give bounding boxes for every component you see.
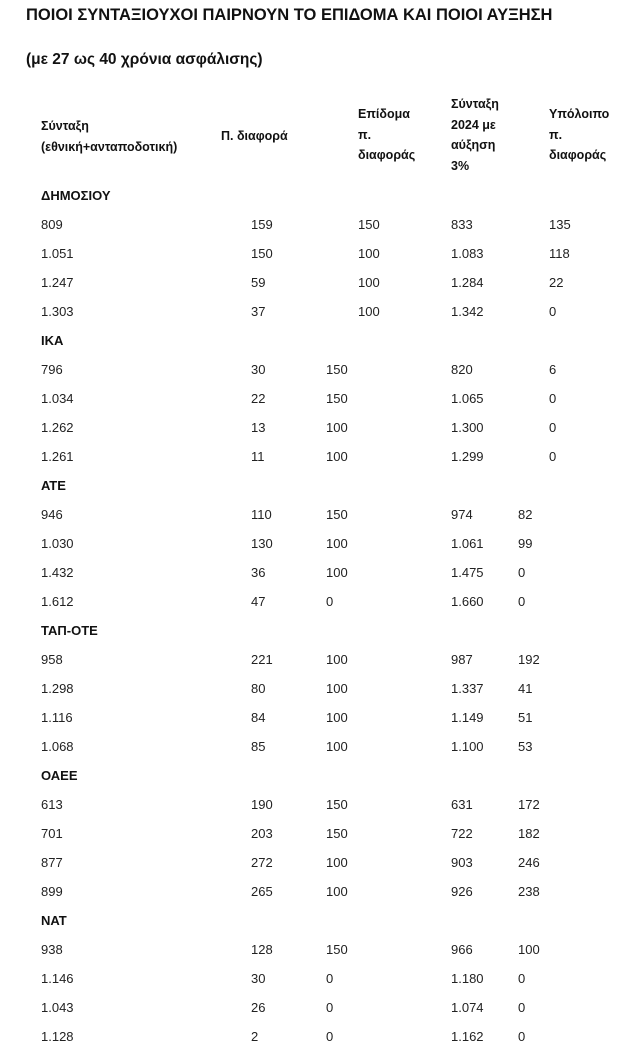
header-pension-line: Σύνταξη xyxy=(41,119,89,133)
table-cell-pension2024: 1.149 xyxy=(451,710,484,725)
table-cell-pension2024: 987 xyxy=(451,652,473,667)
table-cell-pension2024: 1.284 xyxy=(451,275,484,290)
table-cell-pension: 1.247 xyxy=(41,275,74,290)
table-cell-remaining: 100 xyxy=(518,942,540,957)
header-remaining-line: Υπόλοιπο xyxy=(549,107,610,121)
table-cell-pension: 701 xyxy=(41,826,63,841)
header-benefit-line: π. xyxy=(358,127,372,142)
table-cell-pension2024: 1.342 xyxy=(451,304,484,319)
section-label: ΝΑΤ xyxy=(41,913,67,928)
table-cell-benefit: 100 xyxy=(326,855,348,870)
table-cell-pension: 809 xyxy=(41,217,63,232)
table-cell-benefit: 0 xyxy=(326,1029,334,1044)
table-cell-benefit: 150 xyxy=(326,362,348,377)
table-cell-diff: 272 xyxy=(251,855,273,870)
table-cell-remaining: 246 xyxy=(518,855,540,870)
table-cell-pension: 1.030 xyxy=(41,536,74,551)
table-cell-pension2024: 1.337 xyxy=(451,681,484,696)
table-cell-pension2024: 974 xyxy=(451,507,473,522)
table-cell-remaining: 51 xyxy=(518,710,533,725)
table-cell-pension2024: 1.061 xyxy=(451,536,484,551)
table-cell-pension: 1.432 xyxy=(41,565,74,580)
table-cell-benefit: 100 xyxy=(358,275,380,290)
table-cell-diff: 128 xyxy=(251,942,273,957)
table-cell-remaining: 172 xyxy=(518,797,540,812)
table-cell-pension: 1.261 xyxy=(41,449,74,464)
table-cell-remaining: 0 xyxy=(518,1000,526,1015)
table-cell-pension: 877 xyxy=(41,855,63,870)
table-cell-pension2024: 966 xyxy=(451,942,473,957)
table-cell-benefit: 100 xyxy=(326,652,348,667)
table-cell-benefit: 100 xyxy=(326,420,348,435)
section-label: ΟΑΕΕ xyxy=(41,768,78,783)
article-title: ΠΟΙΟΙ ΣΥΝΤΑΞΙΟΥΧΟΙ ΠΑΙΡΝΟΥΝ ΤΟ ΕΠΙΔΟΜΑ ΚΑΙ ΠΟΙΟΙ ΑΥΞΗΣΗ xyxy=(26,6,553,24)
table-cell-pension: 1.303 xyxy=(41,304,74,319)
table-cell-diff: 11 xyxy=(251,449,265,464)
header-pension-2024-line: 2024 με xyxy=(451,117,496,132)
table-cell-diff: 59 xyxy=(251,275,266,290)
table-cell-pension: 938 xyxy=(41,942,63,957)
table-cell-pension: 1.612 xyxy=(41,594,74,609)
table-cell-benefit: 150 xyxy=(358,217,380,232)
table-cell-remaining: 0 xyxy=(549,391,557,406)
table-cell-pension2024: 820 xyxy=(451,362,473,377)
header-pension-2024-line: 3% xyxy=(451,158,470,173)
table-cell-pension2024: 631 xyxy=(451,797,473,812)
table-cell-diff: 150 xyxy=(251,246,273,261)
table-cell-pension2024: 1.162 xyxy=(451,1029,484,1044)
table-cell-remaining: 82 xyxy=(518,507,533,522)
header-remaining-line: π. xyxy=(549,127,563,142)
table-cell-diff: 13 xyxy=(251,420,266,435)
table-cell-remaining: 6 xyxy=(549,362,557,377)
table-cell-pension: 1.043 xyxy=(41,1000,74,1015)
table-cell-diff: 84 xyxy=(251,710,266,725)
table-cell-pension2024: 1.074 xyxy=(451,1000,484,1015)
table-cell-diff: 110 xyxy=(251,507,272,522)
header-benefit-line: Επίδομα xyxy=(358,107,410,121)
table-cell-remaining: 0 xyxy=(518,1029,526,1044)
table-cell-remaining: 0 xyxy=(518,565,526,580)
table-cell-remaining: 41 xyxy=(518,681,533,696)
table-cell-benefit: 100 xyxy=(326,710,348,725)
table-cell-remaining: 238 xyxy=(518,884,540,899)
table-cell-pension2024: 1.180 xyxy=(451,971,484,986)
table-cell-diff: 221 xyxy=(251,652,273,667)
table-cell-pension: 1.116 xyxy=(41,710,73,725)
header-pension-2024-line: Σύνταξη xyxy=(451,97,499,111)
table-cell-diff: 130 xyxy=(251,536,273,551)
table-cell-benefit: 150 xyxy=(326,507,348,522)
table-cell-benefit: 100 xyxy=(358,246,380,261)
table-cell-pension: 1.146 xyxy=(41,971,74,986)
table-cell-diff: 36 xyxy=(251,565,266,580)
table-cell-benefit: 150 xyxy=(326,797,348,812)
table-cell-diff: 37 xyxy=(251,304,266,319)
table-cell-pension2024: 1.475 xyxy=(451,565,484,580)
table-cell-remaining: 118 xyxy=(549,246,570,261)
table-cell-remaining: 0 xyxy=(549,420,557,435)
table-cell-benefit: 100 xyxy=(326,681,348,696)
table-cell-pension: 1.034 xyxy=(41,391,74,406)
table-cell-pension: 958 xyxy=(41,652,63,667)
table-cell-benefit: 0 xyxy=(326,594,334,609)
table-cell-remaining: 22 xyxy=(549,275,564,290)
table-cell-pension2024: 1.660 xyxy=(451,594,484,609)
table-cell-remaining: 99 xyxy=(518,536,533,551)
table-cell-diff: 30 xyxy=(251,362,266,377)
table-cell-benefit: 0 xyxy=(326,1000,334,1015)
table-cell-remaining: 0 xyxy=(549,449,557,464)
table-cell-pension: 613 xyxy=(41,797,63,812)
table-cell-pension2024: 926 xyxy=(451,884,473,899)
table-cell-pension: 946 xyxy=(41,507,63,522)
table-cell-pension: 1.298 xyxy=(41,681,74,696)
table-cell-pension2024: 1.083 xyxy=(451,246,484,261)
table-cell-pension2024: 1.100 xyxy=(451,739,484,754)
table-cell-benefit: 100 xyxy=(358,304,380,319)
table-cell-benefit: 150 xyxy=(326,826,348,841)
table-cell-pension2024: 833 xyxy=(451,217,473,232)
table-cell-remaining: 0 xyxy=(518,971,526,986)
table-cell-pension2024: 903 xyxy=(451,855,473,870)
table-cell-diff: 85 xyxy=(251,739,266,754)
table-cell-pension2024: 722 xyxy=(451,826,473,841)
table-cell-pension2024: 1.299 xyxy=(451,449,484,464)
table-cell-pension: 796 xyxy=(41,362,63,377)
table-cell-remaining: 192 xyxy=(518,652,540,667)
header-diff-line: Π. διαφορά xyxy=(221,129,288,143)
table-cell-remaining: 0 xyxy=(518,594,526,609)
table-cell-diff: 22 xyxy=(251,391,266,406)
table-cell-benefit: 100 xyxy=(326,449,348,464)
table-cell-diff: 265 xyxy=(251,884,273,899)
table-cell-diff: 80 xyxy=(251,681,266,696)
table-cell-diff: 2 xyxy=(251,1029,259,1044)
table-cell-pension2024: 1.065 xyxy=(451,391,484,406)
table-cell-benefit: 100 xyxy=(326,884,348,899)
header-benefit-line: διαφοράς xyxy=(358,148,416,162)
table-cell-pension: 1.128 xyxy=(41,1029,74,1044)
table-cell-benefit: 100 xyxy=(326,536,348,551)
table-cell-diff: 159 xyxy=(251,217,273,232)
section-label: ΙΚΑ xyxy=(41,333,64,348)
table-cell-benefit: 0 xyxy=(326,971,334,986)
table-cell-remaining: 135 xyxy=(549,217,571,232)
table-cell-pension: 1.068 xyxy=(41,739,74,754)
section-label: ΔΗΜΟΣΙΟΥ xyxy=(41,188,111,203)
table-cell-remaining: 0 xyxy=(549,304,557,319)
table-cell-diff: 190 xyxy=(251,797,273,812)
table-cell-pension: 899 xyxy=(41,884,63,899)
table-cell-pension: 1.051 xyxy=(41,246,74,261)
table-cell-diff: 26 xyxy=(251,1000,266,1015)
table-cell-benefit: 150 xyxy=(326,391,348,406)
section-label: ΤΑΠ-ΟΤΕ xyxy=(41,623,98,638)
table-cell-pension2024: 1.300 xyxy=(451,420,484,435)
table-cell-remaining: 182 xyxy=(518,826,540,841)
table-cell-remaining: 53 xyxy=(518,739,533,754)
article-subtitle: (με 27 ως 40 χρόνια ασφάλισης) xyxy=(26,51,263,68)
table-cell-benefit: 150 xyxy=(326,942,348,957)
table-cell-diff: 47 xyxy=(251,594,266,609)
table-cell-benefit: 100 xyxy=(326,565,348,580)
section-label: ΑΤΕ xyxy=(41,478,66,493)
table-cell-pension: 1.262 xyxy=(41,420,74,435)
header-pension-line: (εθνική+ανταποδοτική) xyxy=(41,139,178,154)
table-cell-diff: 30 xyxy=(251,971,266,986)
table-cell-diff: 203 xyxy=(251,826,273,841)
table-cell-benefit: 100 xyxy=(326,739,348,754)
header-remaining-line: διαφοράς xyxy=(549,148,607,162)
header-pension-2024-line: αύξηση xyxy=(451,138,496,152)
